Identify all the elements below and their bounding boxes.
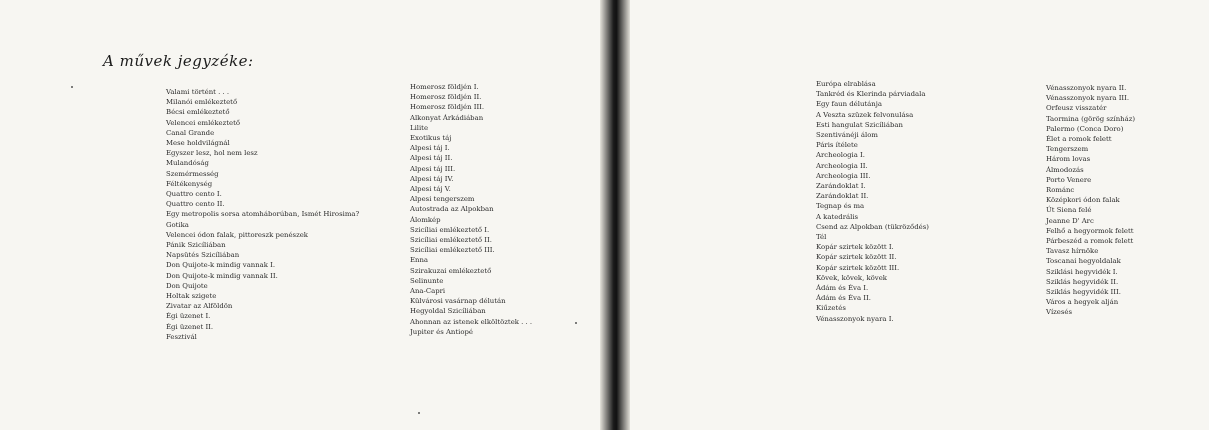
work-title: Sziklás hegyvidék III.: [1046, 288, 1121, 297]
work-title: Valami történt . . .: [166, 88, 230, 96]
work-title: Holtak szigete: [166, 292, 217, 301]
work-title: Tél: [816, 233, 827, 242]
work-title: Tavasz hírnöke: [1046, 247, 1099, 256]
left-page: [0, 0, 601, 430]
work-title: Csend az Alpokban (tükröződés): [816, 222, 929, 231]
work-title: Egy faun délutánja: [816, 100, 882, 109]
work-title: Alpesi táj IV.: [410, 174, 454, 183]
work-title: A Veszta szüzek felvonulása: [816, 110, 914, 119]
work-title: Ádám és Éva I.: [816, 284, 869, 293]
work-title: Párbeszéd a romok felett: [1046, 237, 1134, 246]
work-title: Porto Venere: [1046, 175, 1092, 184]
work-title: Féltékenység: [166, 179, 213, 188]
work-title: Napsütés Szicíliában: [166, 251, 240, 260]
work-title: Kopár szirtek között I.: [816, 243, 894, 252]
work-title: Homerosz földjén I.: [410, 83, 479, 91]
work-title: Autostrada az Alpokban: [410, 205, 494, 214]
works-list-column-1: [166, 87, 359, 342]
work-title: Álmodozás: [1046, 165, 1084, 174]
work-title: Szentivánéji álom: [816, 131, 878, 140]
work-title: Sziklás hegyvidék II.: [1046, 277, 1119, 286]
work-title: Selinunte: [410, 276, 444, 285]
work-title: Szirakuzai emlékeztető: [410, 266, 492, 275]
ink-speck: [575, 322, 577, 324]
work-title: Exotikus táj: [410, 134, 452, 143]
work-title: Felhő a hegyormok felett: [1046, 226, 1134, 235]
work-title: Középkori ódon falak: [1046, 196, 1120, 205]
book-gutter: [600, 0, 630, 430]
work-title: Milanói emlékeztető: [166, 98, 238, 107]
work-title: Út Siena felé: [1046, 206, 1092, 215]
work-title: Archeologia III.: [816, 171, 871, 180]
work-title: Egy metropolis sorsa atomháborúban, Ismét Hirosima?: [166, 210, 360, 219]
work-title: Vízesés: [1046, 308, 1073, 317]
work-title: Város a hegyek alján: [1046, 298, 1119, 307]
work-title: Homerosz földjén II.: [410, 93, 482, 102]
work-title: Homerosz földjén III.: [410, 103, 485, 112]
work-title: Enna: [410, 256, 429, 265]
work-title: Palermo (Conca Doro): [1046, 124, 1124, 133]
work-title: Tengerszem: [1046, 145, 1089, 154]
work-title: Zarándoklat II.: [816, 192, 869, 201]
work-title: Archeologia I.: [816, 151, 865, 160]
work-title: Zivatar az Alföldön: [166, 302, 233, 311]
work-title: Quattro cento II.: [166, 200, 225, 209]
work-title: Don Quijote-k mindig vannak I.: [166, 261, 276, 270]
works-list-column-2: [410, 82, 532, 337]
work-title: Égi üzenet II.: [166, 322, 214, 331]
work-title: Velencei ódon falak, pittoreszk penészek: [166, 230, 308, 239]
work-title: Zarándoklat I.: [816, 182, 866, 191]
work-title: Canal Grande: [166, 128, 215, 137]
work-title: Ana-Capri: [410, 287, 446, 296]
work-title: Pánik Szicíliában: [166, 241, 226, 250]
work-title: Toscanai hegyoldalak: [1046, 257, 1121, 266]
work-title: Európa elrablása: [816, 80, 876, 88]
work-title: Kiűzetés: [816, 304, 846, 313]
ink-speck: [418, 412, 420, 414]
work-title: Szicíliai emlékeztető III.: [410, 246, 495, 255]
work-title: Bécsi emlékeztető: [166, 108, 230, 117]
work-title: Alpesi táj III.: [410, 164, 456, 173]
work-title: Egyszer lesz, hol nem lesz: [166, 149, 258, 158]
work-title: Alpesi táj V.: [410, 185, 451, 194]
work-title: Kopár szirtek között III.: [816, 263, 900, 272]
work-title: Mulandóság: [166, 159, 209, 168]
work-title: Élet a romok felett: [1046, 135, 1112, 144]
work-title: Szicíliai emlékeztető I.: [410, 225, 490, 234]
work-title: Égi üzenet I.: [166, 312, 211, 321]
work-title: Fesztivál: [166, 332, 197, 341]
work-title: Orfeusz visszatér: [1046, 104, 1107, 113]
work-title: Alpesi tengerszem: [410, 195, 475, 204]
work-title: Quattro cento I.: [166, 190, 222, 199]
work-title: Vénasszonyok nyara II.: [1046, 84, 1127, 92]
work-title: Szicíliai emlékeztető II.: [410, 236, 492, 245]
work-title: Esti hangulat Szicíliában: [816, 120, 903, 129]
work-title: Archeologia II.: [816, 161, 868, 170]
work-title: Vénasszonyok nyara III.: [1046, 94, 1130, 103]
work-title: Kopár szirtek között II.: [816, 253, 897, 262]
work-title: Alpesi táj I.: [410, 144, 450, 153]
work-title: Három lovas: [1046, 155, 1091, 164]
work-title: Lilite: [410, 123, 429, 132]
work-title: Szemérmesség: [166, 169, 219, 178]
work-title: Jupiter és Antiopé: [410, 327, 473, 336]
work-title: Alpesi táj II.: [410, 154, 453, 163]
work-title: A katedrális: [816, 212, 859, 221]
work-title: Tankréd és Klerinda párviadala: [816, 90, 926, 99]
works-list-column-4: [1046, 83, 1135, 318]
works-list-column-3: [816, 79, 929, 324]
ink-speck: [71, 86, 73, 88]
page-title: A művek jegyzéke:: [103, 52, 254, 70]
work-title: Vénasszonyok nyara I.: [816, 314, 894, 323]
work-title: Don Quijote-k mindig vannak II.: [166, 271, 278, 280]
work-title: Álomkép: [410, 215, 441, 224]
work-title: Don Quijote: [166, 281, 208, 290]
work-title: Páris ítélete: [816, 141, 858, 150]
work-title: Gotika: [166, 220, 189, 229]
work-title: Ahonnan az istenek elköltöztek . . .: [410, 317, 533, 326]
work-title: Románc: [1046, 186, 1075, 195]
work-title: Velencei emlékeztető: [166, 118, 241, 127]
work-title: Kövek, kövek, kövek: [816, 273, 887, 282]
work-title: Taormina (görög színház): [1046, 114, 1136, 123]
work-title: Sziklási hegyvidék I.: [1046, 267, 1118, 276]
work-title: Tegnap és ma: [816, 202, 865, 211]
work-title: Külvárosi vasárnap délután: [410, 297, 506, 306]
work-title: Mese holdvilágnál: [166, 139, 230, 148]
work-title: Hegyoldal Szicíliában: [410, 307, 486, 316]
work-title: Alkonyat Árkádiában: [410, 113, 484, 122]
work-title: Jeanne D' Arc: [1046, 216, 1094, 225]
work-title: Ádám és Éva II.: [816, 294, 871, 303]
